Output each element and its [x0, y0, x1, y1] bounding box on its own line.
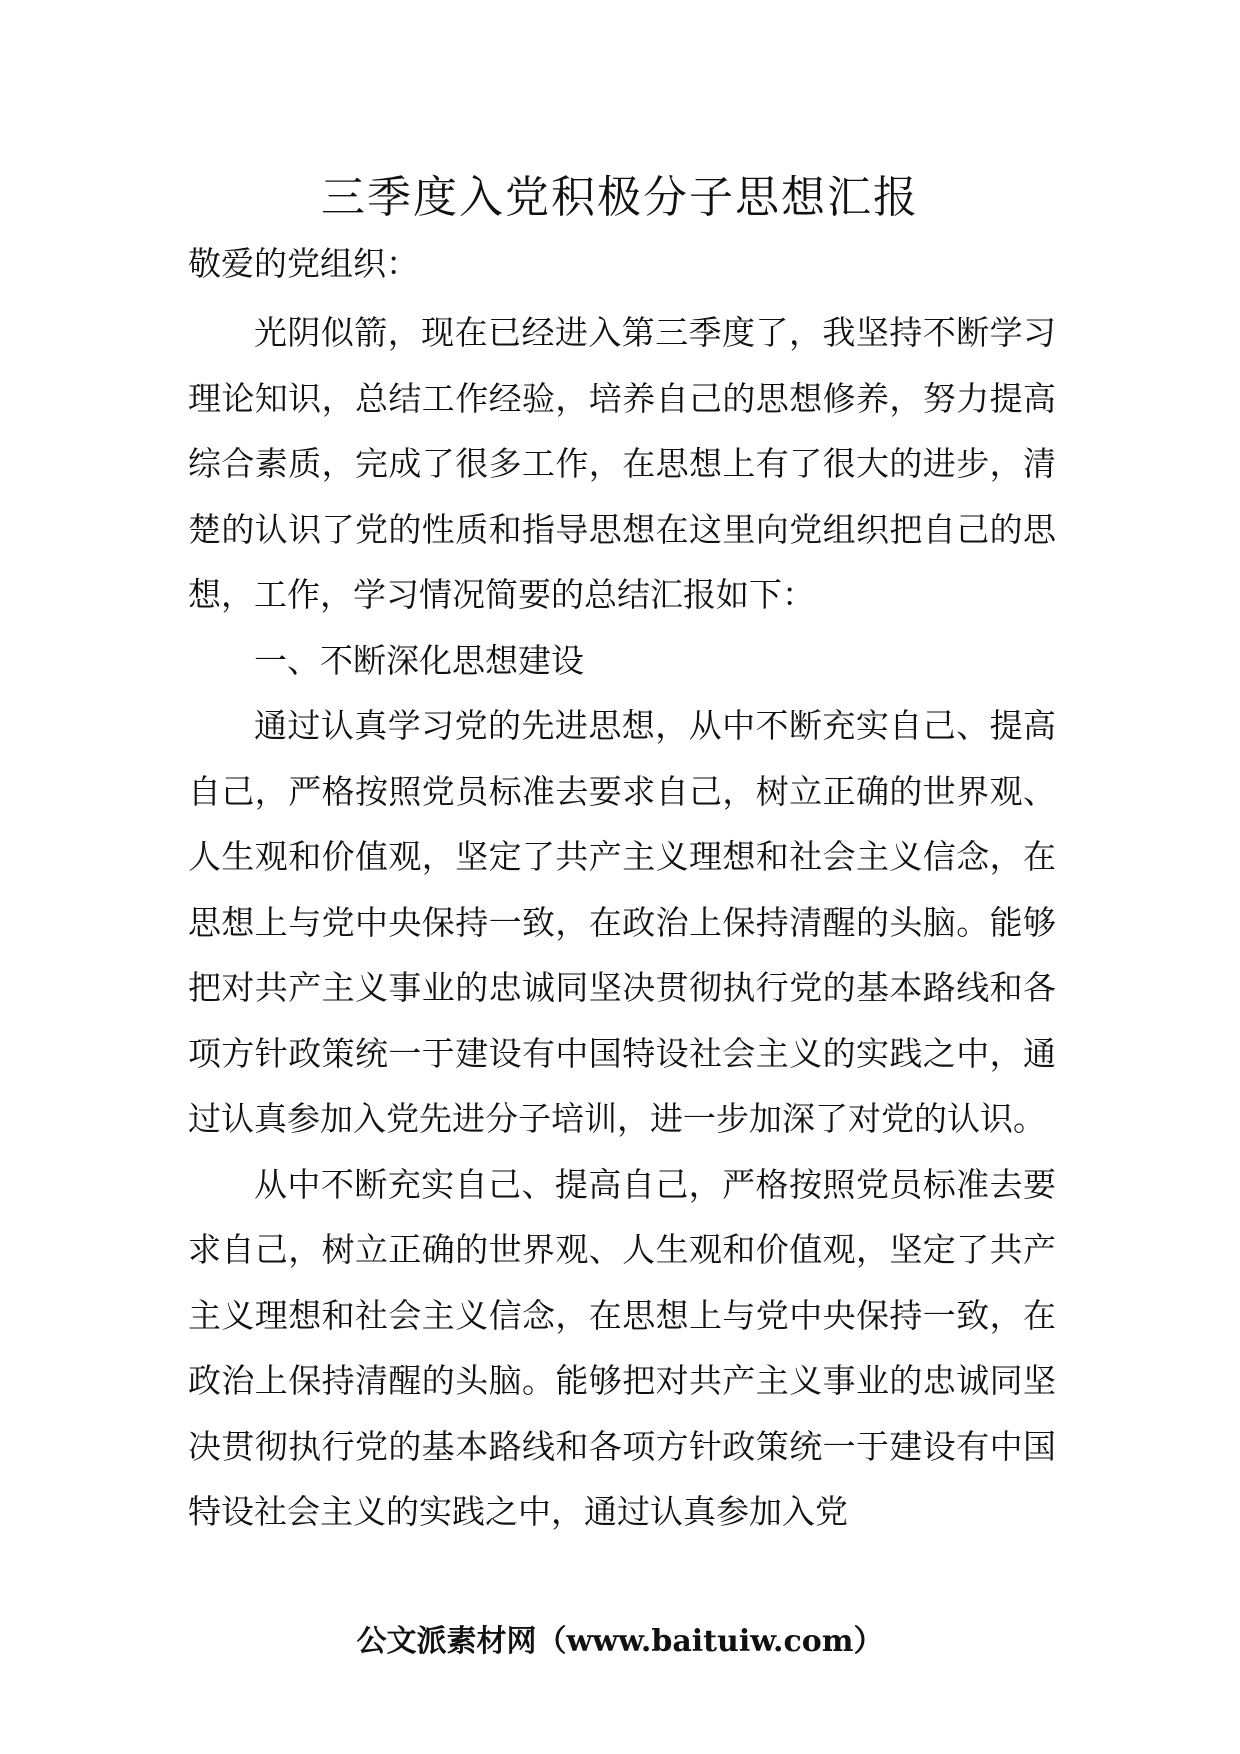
- footer-watermark: 公文派素材网（www.baituiw.com）: [356, 1624, 884, 1659]
- greeting-line: 敬爱的党组织：: [188, 244, 419, 283]
- document-title: 三季度入党积极分子思想汇报: [321, 172, 919, 223]
- paragraph-body-2: 从中不断充实自己、提高自己，严格按照党员标准去要求自己，树立正确的世界观、人生观和价值观，坚定了共产主义理想和社会主义信念，在思想上与党中央保持一致，在政治上保持清醒的头脑。能够把对共产主义事业的忠诚同坚决贯彻执行党的基本路线和各项方针政策统一于建设有中国特设社会主义的实践之中，通过认真参加入党: [188, 1164, 1056, 1531]
- paragraph-intro: 光阴似箭，现在已经进入第三季度了，我坚持不断学习理论知识，总结工作经验，培养自己的思想修养，努力提高综合素质，完成了很多工作，在思想上有了很大的进步，清楚的认识了党的性质和指导思想在这里向党组织把自己的思想，工作，学习情况简要的总结汇报如下：: [188, 313, 1056, 614]
- paragraph-body-1: 通过认真学习党的先进思想，从中不断充实自己、提高自己，严格按照党员标准去要求自己，树立正确的世界观、人生观和价值观，坚定了共产主义理想和社会主义信念，在思想上与党中央保持一致，在政治上保持清醒的头脑。能够把对共产主义事业的忠诚同坚决贯彻执行党的基本路线和各项方针政策统一于建设有中国特设社会主义的实践之中，通过认真参加入党先进分子培训，进一步加深了对党的认识。: [188, 706, 1056, 1138]
- section-heading: 一、不断深化思想建设: [254, 640, 584, 680]
- document-body: [188, 236, 1056, 1545]
